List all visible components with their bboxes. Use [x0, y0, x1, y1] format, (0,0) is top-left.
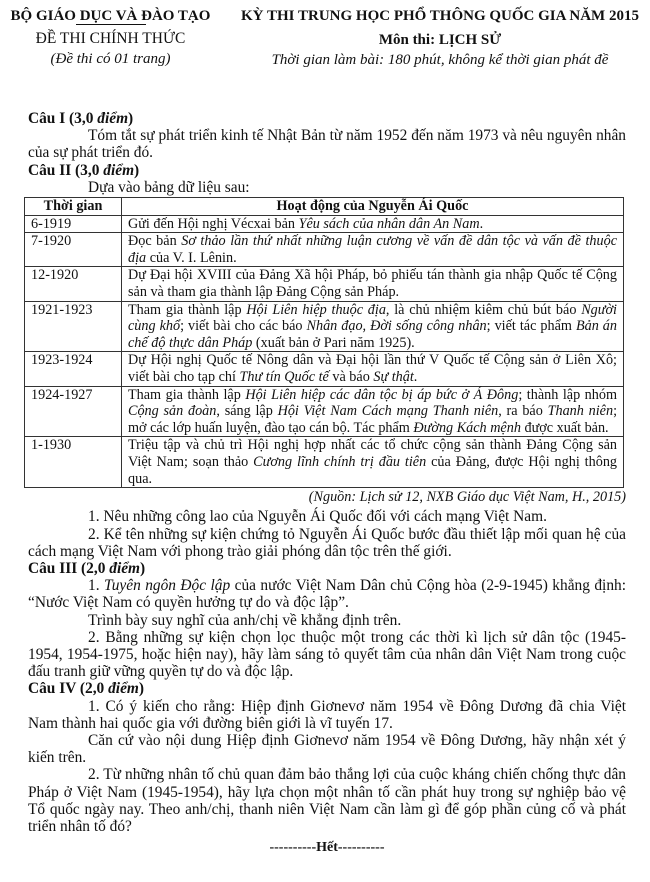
activity-cell: [122, 301, 624, 352]
italic-text: Tuyên ngôn Độc lập: [104, 577, 231, 595]
text-segment: 2. Kể tên những sự kiện chứng tỏ Nguyễn Ái Quốc bước đầu thiết lập mối quan hệ của cách mạng Việt Nam với phong trào giải phóng dân tộc trên thế giới.: [28, 525, 626, 560]
time-cell: 7-1920: [25, 233, 122, 267]
italic-text: Thanh niên: [547, 403, 614, 420]
italic-text: Hội Liên hiệp thuộc địa: [246, 301, 386, 318]
table-row: [25, 437, 624, 488]
pages-note: (Đề thi có 01 trang): [50, 51, 171, 67]
time-cell: 12-1920: [25, 267, 122, 301]
text-segment: ; thành lập nhóm: [518, 386, 617, 403]
time-cell: 1-1930: [25, 437, 122, 488]
italic-text: Sự thật: [373, 368, 414, 385]
italic-text: Nhân đạo, Đời sống công nhân: [306, 318, 487, 335]
question-paragraph: [28, 508, 626, 525]
text-segment: Đọc bản: [128, 233, 182, 250]
table-row: [25, 267, 624, 301]
table-row: [25, 215, 624, 233]
header-left: [8, 6, 213, 69]
text-segment: ): [128, 110, 134, 127]
text-segment: ): [134, 161, 140, 179]
official-label: ĐỀ THI CHÍNH THỨC: [35, 30, 186, 47]
activity-cell: [122, 215, 624, 233]
italic-text: Thư tín Quốc tế: [239, 368, 329, 385]
question-paragraph: [28, 698, 626, 732]
exam-title: KỲ THI TRUNG HỌC PHỔ THÔNG QUỐC GIA NĂM 2015: [241, 8, 639, 24]
end-mark: ----------Hết----------: [269, 840, 385, 856]
duration: Thời gian làm bài: 180 phút, không kể thời gian phát đề: [271, 52, 609, 68]
question-2: [28, 162, 626, 560]
text-segment: , ra báo: [498, 403, 548, 420]
text-segment: của V. I. Lênin.: [146, 249, 237, 266]
time-cell: 6-1919: [25, 215, 122, 233]
question-paragraph: [28, 612, 626, 629]
table-row: [25, 352, 624, 386]
italic-text: điểm: [103, 161, 135, 179]
text-segment: Tham gia thành lập: [128, 301, 247, 318]
text-segment: Triệu tập và chủ trì Hội nghị hợp nhất các tổ chức cộng sản thành Đảng Cộng sản Việt Nam; soạn thảo: [128, 437, 617, 470]
italic-text: Hội Việt Nam Cách mạng Thanh niên: [277, 403, 499, 420]
header-right: [235, 6, 645, 70]
text-segment: Dự Đại hội XVIII của Đảng Xã hội Pháp, bỏ phiếu tán thành gia nhập Quốc tế Cộng sản và tham gia thành lập Đảng Cộng sản Pháp.: [128, 267, 617, 300]
italic-text: điểm: [97, 110, 129, 127]
text-segment: .: [413, 368, 418, 385]
text-segment: , sáng lập: [216, 403, 278, 420]
table-row: [25, 386, 624, 437]
text-segment: (xuất bản ở Pari năm 1925).: [252, 334, 415, 351]
italic-text: Hội Liên hiệp các dân tộc bị áp bức ở Á Đông: [245, 386, 519, 403]
text-segment: của nước Việt Nam Dân chủ Cộng hòa (2-9-1945) khẳng định: “Nước Việt Nam có quyền hưởng tự do và độc lập”.: [28, 577, 627, 612]
question-paragraph: [28, 577, 626, 611]
question-paragraph: [28, 629, 626, 681]
italic-text: Bản án chế độ thực dân Pháp: [128, 318, 617, 351]
activity-cell: [122, 267, 624, 301]
question-3: [28, 560, 626, 680]
italic-text: Yêu sách của nhân dân An Nam: [298, 215, 480, 232]
column-header-activity: Hoạt động của Nguyễn Ái Quốc: [122, 198, 624, 216]
activity-cell: [122, 352, 624, 386]
table-intro: Dựa vào bảng dữ liệu sau:: [88, 178, 250, 196]
text-segment: của Đảng, được Hội nghị thông qua.: [128, 453, 618, 487]
text-segment: .: [479, 215, 484, 232]
activity-cell: [122, 386, 624, 437]
text-segment: Gửi đến Hội nghị Vécxai bản: [128, 215, 299, 232]
question-4: [28, 680, 626, 835]
activity-table: [24, 197, 624, 488]
time-cell: 1921-1923: [25, 301, 122, 352]
question-paragraph: [28, 732, 626, 766]
italic-text: Sơ thảo lần thứ nhất những luận cương về vấn đề dân tộc và vấn đề thuộc địa: [128, 233, 617, 266]
question-paragraph: [28, 766, 626, 835]
table-source: (Nguồn: Lịch sử 12, NXB Giáo dục Việt Nam, H., 2015): [308, 489, 626, 506]
question-paragraph: [28, 127, 626, 161]
italic-text: Cương lĩnh chính trị đầu tiên: [253, 453, 427, 470]
question-title: [28, 680, 626, 697]
subject: Môn thi: LỊCH SỬ: [378, 32, 502, 48]
time-cell: 1924-1927: [25, 386, 122, 437]
table-header-row: [25, 198, 624, 216]
text-segment: 1. Có ý kiến cho rằng: Hiệp định Giơnevơ năm 1954 về Đông Dương đã chia Việt Nam thành hai quốc gia với đường biên giới là vĩ tuyến 17.: [28, 697, 626, 732]
text-segment: ): [140, 559, 146, 577]
question-paragraph: [28, 526, 626, 560]
text-segment: ; viết bài cho các báo: [180, 318, 307, 335]
text-segment: Căn cứ vào nội dung Hiệp định Giơnevơ năm 1954 về Đông Dương, hãy nhận xét ý kiến trên.: [28, 731, 626, 767]
question-title: [28, 162, 626, 179]
italic-text: điểm: [109, 559, 141, 577]
text-segment: Câu III (2,0: [28, 559, 110, 577]
activity-cell: [122, 233, 624, 267]
activity-cell: [122, 437, 624, 488]
italic-text: Cộng sản đoàn: [128, 403, 217, 420]
question-1: [28, 110, 626, 162]
column-header-time: Thời gian: [25, 198, 122, 216]
text-segment: 1.: [88, 577, 104, 595]
text-segment: 2. Bằng những sự kiện chọn lọc thuộc một trong các thời kì lịch sử dân tộc (1945-1954, 1954-1975, hoặc hiện nay), hãy làm sáng tỏ quyết tâm của nhân dân Việt Nam trong cuộc đấu tranh giữ vững quyền tự do và độc lập.: [28, 628, 626, 681]
question-title: [28, 560, 626, 577]
text-segment: được xuất bản.: [520, 419, 609, 436]
exam-body: [28, 110, 626, 856]
italic-text: điểm: [108, 680, 139, 698]
question-title: [28, 110, 626, 127]
text-segment: và báo: [328, 368, 374, 385]
table-row: [25, 233, 624, 267]
text-segment: Tóm tắt sự phát triển kinh tế Nhật Bản từ năm 1952 đến năm 1973 và nêu nguyên nhân của sự phát triển đó.: [28, 127, 626, 162]
text-segment: ): [138, 680, 145, 698]
italic-text: Người cùng khổ: [128, 301, 617, 335]
text-segment: Tham gia thành lập: [128, 386, 246, 403]
text-segment: Câu II (3,0: [28, 161, 104, 179]
text-segment: Câu IV (2,0: [28, 680, 109, 698]
text-segment: 1. Nêu những công lao của Nguyễn Ái Quốc đối với cách mạng Việt Nam.: [88, 508, 547, 526]
ministry-name: BỘ GIÁO DỤC VÀ ĐÀO TẠO: [10, 8, 211, 24]
text-segment: , là chủ nhiệm kiêm chủ bút báo: [385, 301, 582, 318]
text-segment: Câu I (3,0: [28, 110, 98, 127]
time-cell: 1923-1924: [25, 352, 122, 386]
text-segment: 2. Từ những nhân tố chủ quan đảm bảo thắng lợi của cuộc kháng chiến chống thực dân Pháp ở Việt Nam (1945-1954), hãy lựa chọn một nhân tố cần phát huy trong sự nghiệp bảo vệ Tổ quốc ngày nay. Theo anh/chị, thanh niên Việt Nam cần làm gì để góp phần củng cố và phát triển nhân tố đó?: [28, 766, 626, 835]
text-segment: ; viết tác phẩm: [486, 318, 576, 335]
text-segment: ; mở các lớp huấn luyện, đào tạo cán bộ. Tác phẩm: [128, 403, 618, 436]
italic-text: Đường Kách mệnh: [413, 419, 521, 436]
text-segment: Dự Hội nghị Quốc tế Nông dân và Đại hội lần thứ V Quốc tế Cộng sản ở Liên Xô; viết bài cho tạp chí: [128, 352, 617, 385]
text-segment: Trình bày suy nghĩ của anh/chị về khẳng định trên.: [88, 611, 402, 629]
table-row: [25, 301, 624, 352]
